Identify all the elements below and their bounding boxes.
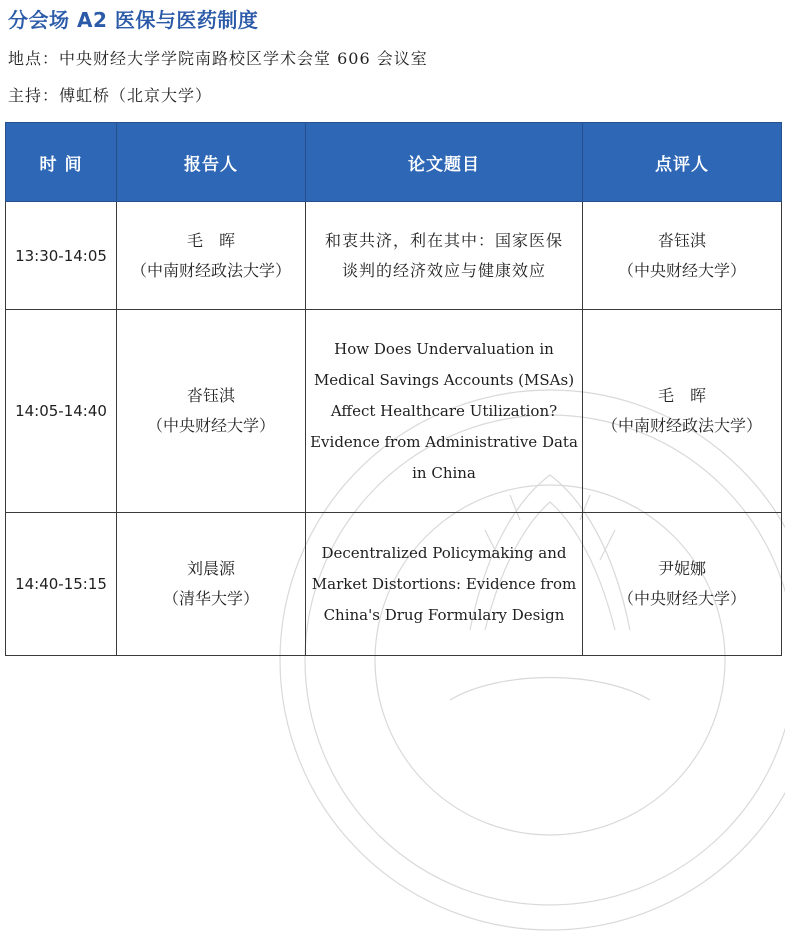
presenter-affiliation: （中南财经政法大学） [130,260,291,280]
presenter-affiliation: （中央财经大学） [146,416,275,435]
presenter-name: 刘晨源 [186,559,235,578]
paper-title-line: China's Drug Formulary Design [323,605,565,624]
discussant-cell [583,513,782,656]
table-row [6,310,782,513]
session-host: 主持：傅虹桥（北京大学） [8,86,213,105]
paper-title-line: How Does Undervaluation in [334,339,554,358]
paper-title-line: Decentralized Policymaking and [321,543,567,562]
paper-title-line: 谈判的经济效应与健康效应 [341,260,546,280]
discussant-affiliation: （中央财经大学） [617,260,746,280]
presenter-cell [117,310,306,513]
presenter-affiliation: （清华大学） [162,589,259,608]
presenter-name: 毛 晖 [186,230,235,250]
presenter-name: 沓钰淇 [186,386,235,405]
paper-title-line: Medical Savings Accounts (MSAs) [313,370,575,389]
discussant-name: 沓钰淇 [657,230,706,250]
discussant-name: 毛 晖 [657,386,706,405]
time-cell: 14:05-14:40 [6,310,117,513]
header-time: 时 间 [6,123,117,202]
paper-title-cell [306,513,583,656]
presenter-cell [117,202,306,310]
header-discussant: 点评人 [583,123,782,202]
discussant-cell [583,310,782,513]
paper-title-line: Evidence from Administrative Data [310,432,578,451]
time-cell: 14:40-15:15 [6,513,117,656]
paper-title-cell [306,310,583,513]
session-title: 分会场 A2 医保与医药制度 [8,8,259,32]
schedule-table [5,122,782,656]
presenter-cell [117,513,306,656]
header-presenter: 报告人 [117,123,306,202]
paper-title-cell [306,202,583,310]
paper-title-line: Market Distortions: Evidence from [311,574,577,593]
table-row [6,202,782,310]
session-location: 地点：中央财经大学学院南路校区学术会堂 606 会议室 [8,49,428,68]
paper-title-line: Affect Healthcare Utilization? [330,401,558,420]
discussant-cell [583,202,782,310]
discussant-name: 尹妮娜 [657,559,706,578]
time-cell: 13:30-14:05 [6,202,117,310]
discussant-affiliation: （中央财经大学） [617,589,746,608]
paper-title-line: 和衷共济，利在其中：国家医保 [324,230,563,250]
discussant-affiliation: （中南财经政法大学） [601,416,762,435]
header-paper-title: 论文题目 [306,123,583,202]
paper-title-line: in China [412,463,476,482]
table-header-row [6,123,782,202]
table-row [6,513,782,656]
